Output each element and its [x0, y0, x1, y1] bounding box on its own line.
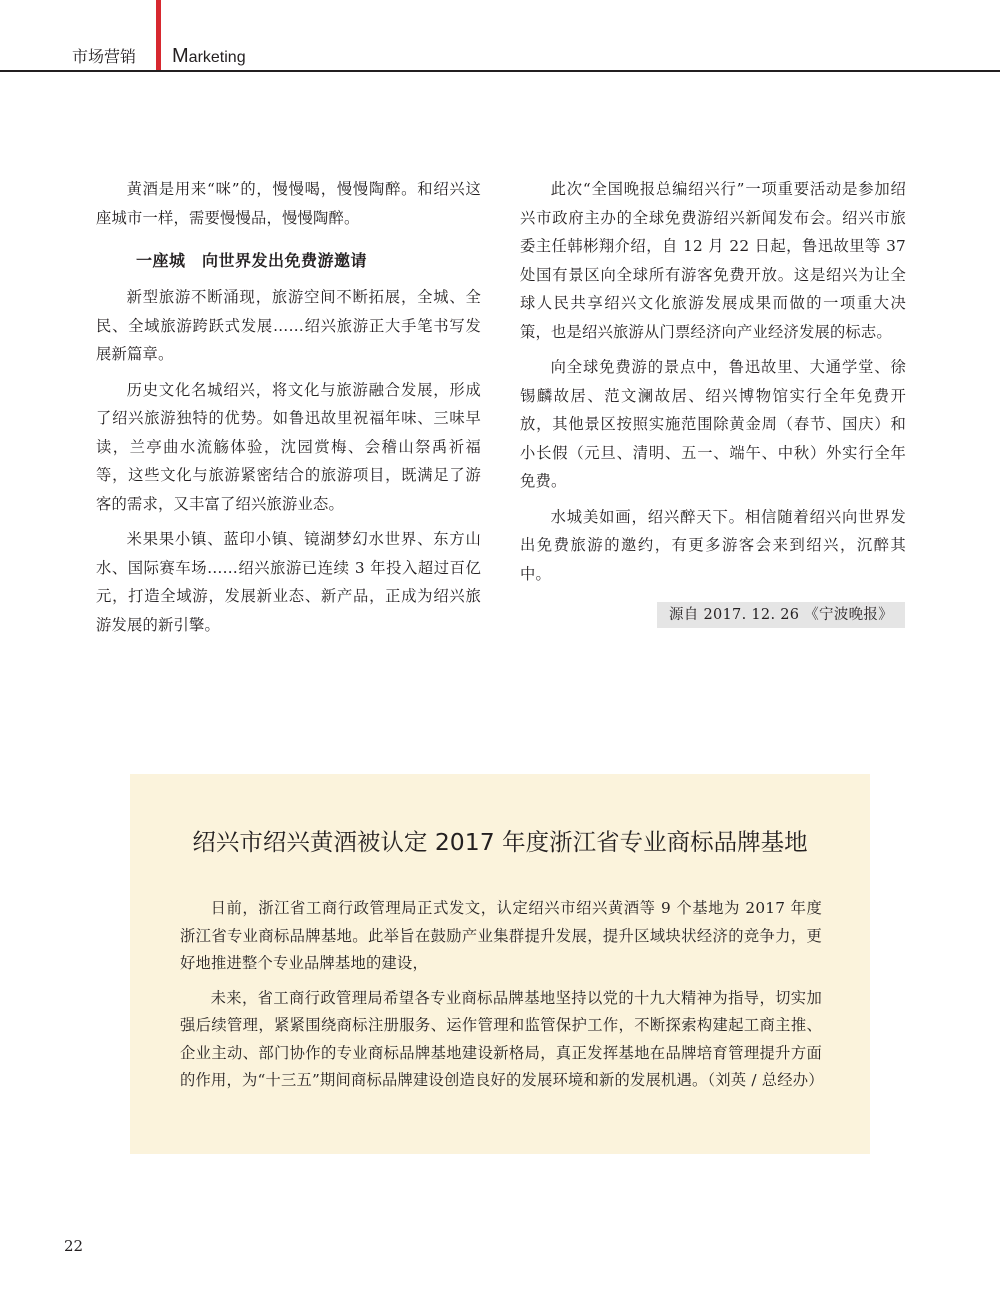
- left-paragraph-1: 黄酒是用来“咪”的，慢慢喝，慢慢陶醉。和绍兴这座城市一样，需要慢慢品，慢慢陶醉。: [96, 180, 481, 227]
- right-paragraph-3: 水城美如画，绍兴醉天下。相信随着绍兴向世界发出免费旅游的邀约，有更多游客会来到绍兴，沉醉其中。: [520, 507, 906, 583]
- right-paragraph-1: 此次“全国晚报总编绍兴行”一项重要活动是参加绍兴市政府主办的全球免费游绍兴新闻发布会。绍兴市旅委主任韩彬翔介绍，自 12 月 22 日起，鲁迅故里等 37 处国有景区向全球所有游客免费开放。这是绍兴为让全球人民共享绍兴文化旅游发展成果而做的一项重大决策，也是绍兴旅游从门票经济向产业经济发展的标志。: [520, 180, 906, 341]
- left-paragraph-3: 历史文化名城绍兴，将文化与旅游融合发展，形成了绍兴旅游独特的优势。如鲁迅故里祝福年味、三味早读，兰亭曲水流觞体验，沈园赏梅、会稽山祭禹祈福等，这些文化与旅游紧密结合的旅游项目，既满足了游客的需求，又丰富了绍兴旅游业态。: [96, 380, 481, 513]
- article-right-column: [520, 175, 906, 595]
- news-box: [130, 774, 870, 1154]
- header-accent-bar: [156, 0, 161, 70]
- news-box-paragraph-1: 日前，浙江省工商行政管理局正式发文，认定绍兴市绍兴黄酒等 9 个基地为 2017 年度浙江省专业商标品牌基地。此举旨在鼓励产业集群提升发展，提升区域块状经济的竞争力，更好地推进整个专业品牌基地的建设，: [180, 899, 822, 972]
- news-box-body: [180, 895, 822, 1102]
- section-title-cn: 市场营销: [72, 47, 137, 66]
- section-title-en: [172, 46, 246, 68]
- header-rule: [0, 70, 1000, 72]
- right-paragraph-2: 向全球免费游的景点中，鲁迅故里、大通学堂、徐锡麟故居、范文澜故居、绍兴博物馆实行全年免费开放，其他景区按照实施范围除黄金周（春节、国庆）和小长假（元旦、清明、五一、端午、中秋）外实行全年免费。: [520, 358, 906, 490]
- left-paragraph-4: 米果果小镇、蓝印小镇、镜湖梦幻水世界、东方山水、国际赛车场……绍兴旅游已连续 3 年投入超过百亿元，打造全域游，发展新业态、新产品，正成为绍兴旅游发展的新引擎。: [96, 530, 481, 634]
- left-paragraph-2: 新型旅游不断涌现，旅游空间不断拓展，全城、全民、全域旅游跨跃式发展……绍兴旅游正大手笔书写发展新篇章。: [96, 288, 481, 363]
- news-box-title: 绍兴市绍兴黄酒被认定 2017 年度浙江省专业商标品牌基地: [192, 828, 808, 856]
- section-subhead: 一座城 向世界发出免费游邀请: [136, 251, 368, 270]
- news-box-paragraph-2: 未来，省工商行政管理局希望各专业商标品牌基地坚持以党的十九大精神为指导，切实加强后续管理，紧紧围绕商标注册服务、运作管理和监管保护工作，不断探索构建起工商主推、企业主动、部门协作的专业商标品牌基地建设新格局，真正发挥基地在品牌培育管理提升方面的作用，为“十三五”期间商标品牌建设创造良好的发展环境和新的发展机遇。（刘英 / 总经办）: [180, 988, 824, 1089]
- source-citation: 源自 2017. 12. 26 《宁波晚报》: [657, 602, 905, 628]
- article-left-column: [96, 175, 481, 646]
- page-number: 22: [64, 1237, 84, 1255]
- page-header: [0, 0, 1000, 72]
- section-title-en-rest: arketing: [188, 49, 246, 66]
- section-title-en-initial: M: [172, 45, 189, 67]
